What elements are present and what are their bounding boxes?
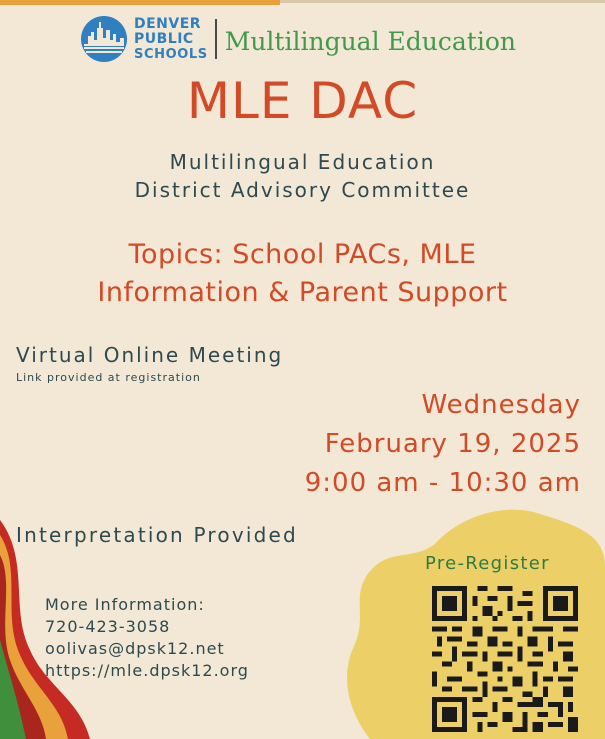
contact-website[interactable]: https://mle.dpsk12.org	[45, 661, 249, 680]
department-title: Multilingual Education	[224, 26, 516, 56]
dps-wordmark	[134, 17, 208, 62]
subtitle	[0, 148, 605, 204]
header	[78, 14, 516, 64]
contact-heading: More Information:	[45, 595, 205, 614]
schedule	[305, 386, 581, 503]
subtitle-line2: District Advisory Committee	[134, 178, 471, 202]
contact-phone[interactable]: 720-423-3058	[45, 617, 171, 636]
qr-code-icon[interactable]	[432, 586, 578, 732]
logo-line-schools: SCHOOLS	[134, 46, 208, 62]
topics	[0, 236, 605, 312]
schedule-day: Wednesday	[421, 390, 581, 420]
schedule-time: 9:00 am - 10:30 am	[304, 468, 581, 498]
meeting-type: Virtual Online Meeting	[16, 343, 284, 367]
top-stripe	[0, 0, 605, 5]
contact-info	[45, 594, 249, 682]
interpretation-note: Interpretation Provided	[16, 523, 298, 547]
page-title: MLE DAC	[186, 72, 419, 130]
contact-email[interactable]: oolivas@dpsk12.net	[45, 639, 225, 658]
meeting-note: Link provided at registration	[16, 371, 201, 384]
topics-line1: Topics: School PACs, MLE	[128, 239, 477, 270]
topics-line2: Information & Parent Support	[97, 277, 508, 308]
header-divider	[215, 19, 217, 59]
schedule-date: February 19, 2025	[324, 429, 581, 459]
subtitle-line1: Multilingual Education	[169, 150, 436, 174]
dps-skyline-logo-icon	[78, 14, 130, 64]
preregister-label: Pre-Register	[425, 553, 550, 574]
logo-line-public: PUBLIC	[134, 30, 194, 47]
logo-line-denver: DENVER	[134, 15, 202, 32]
